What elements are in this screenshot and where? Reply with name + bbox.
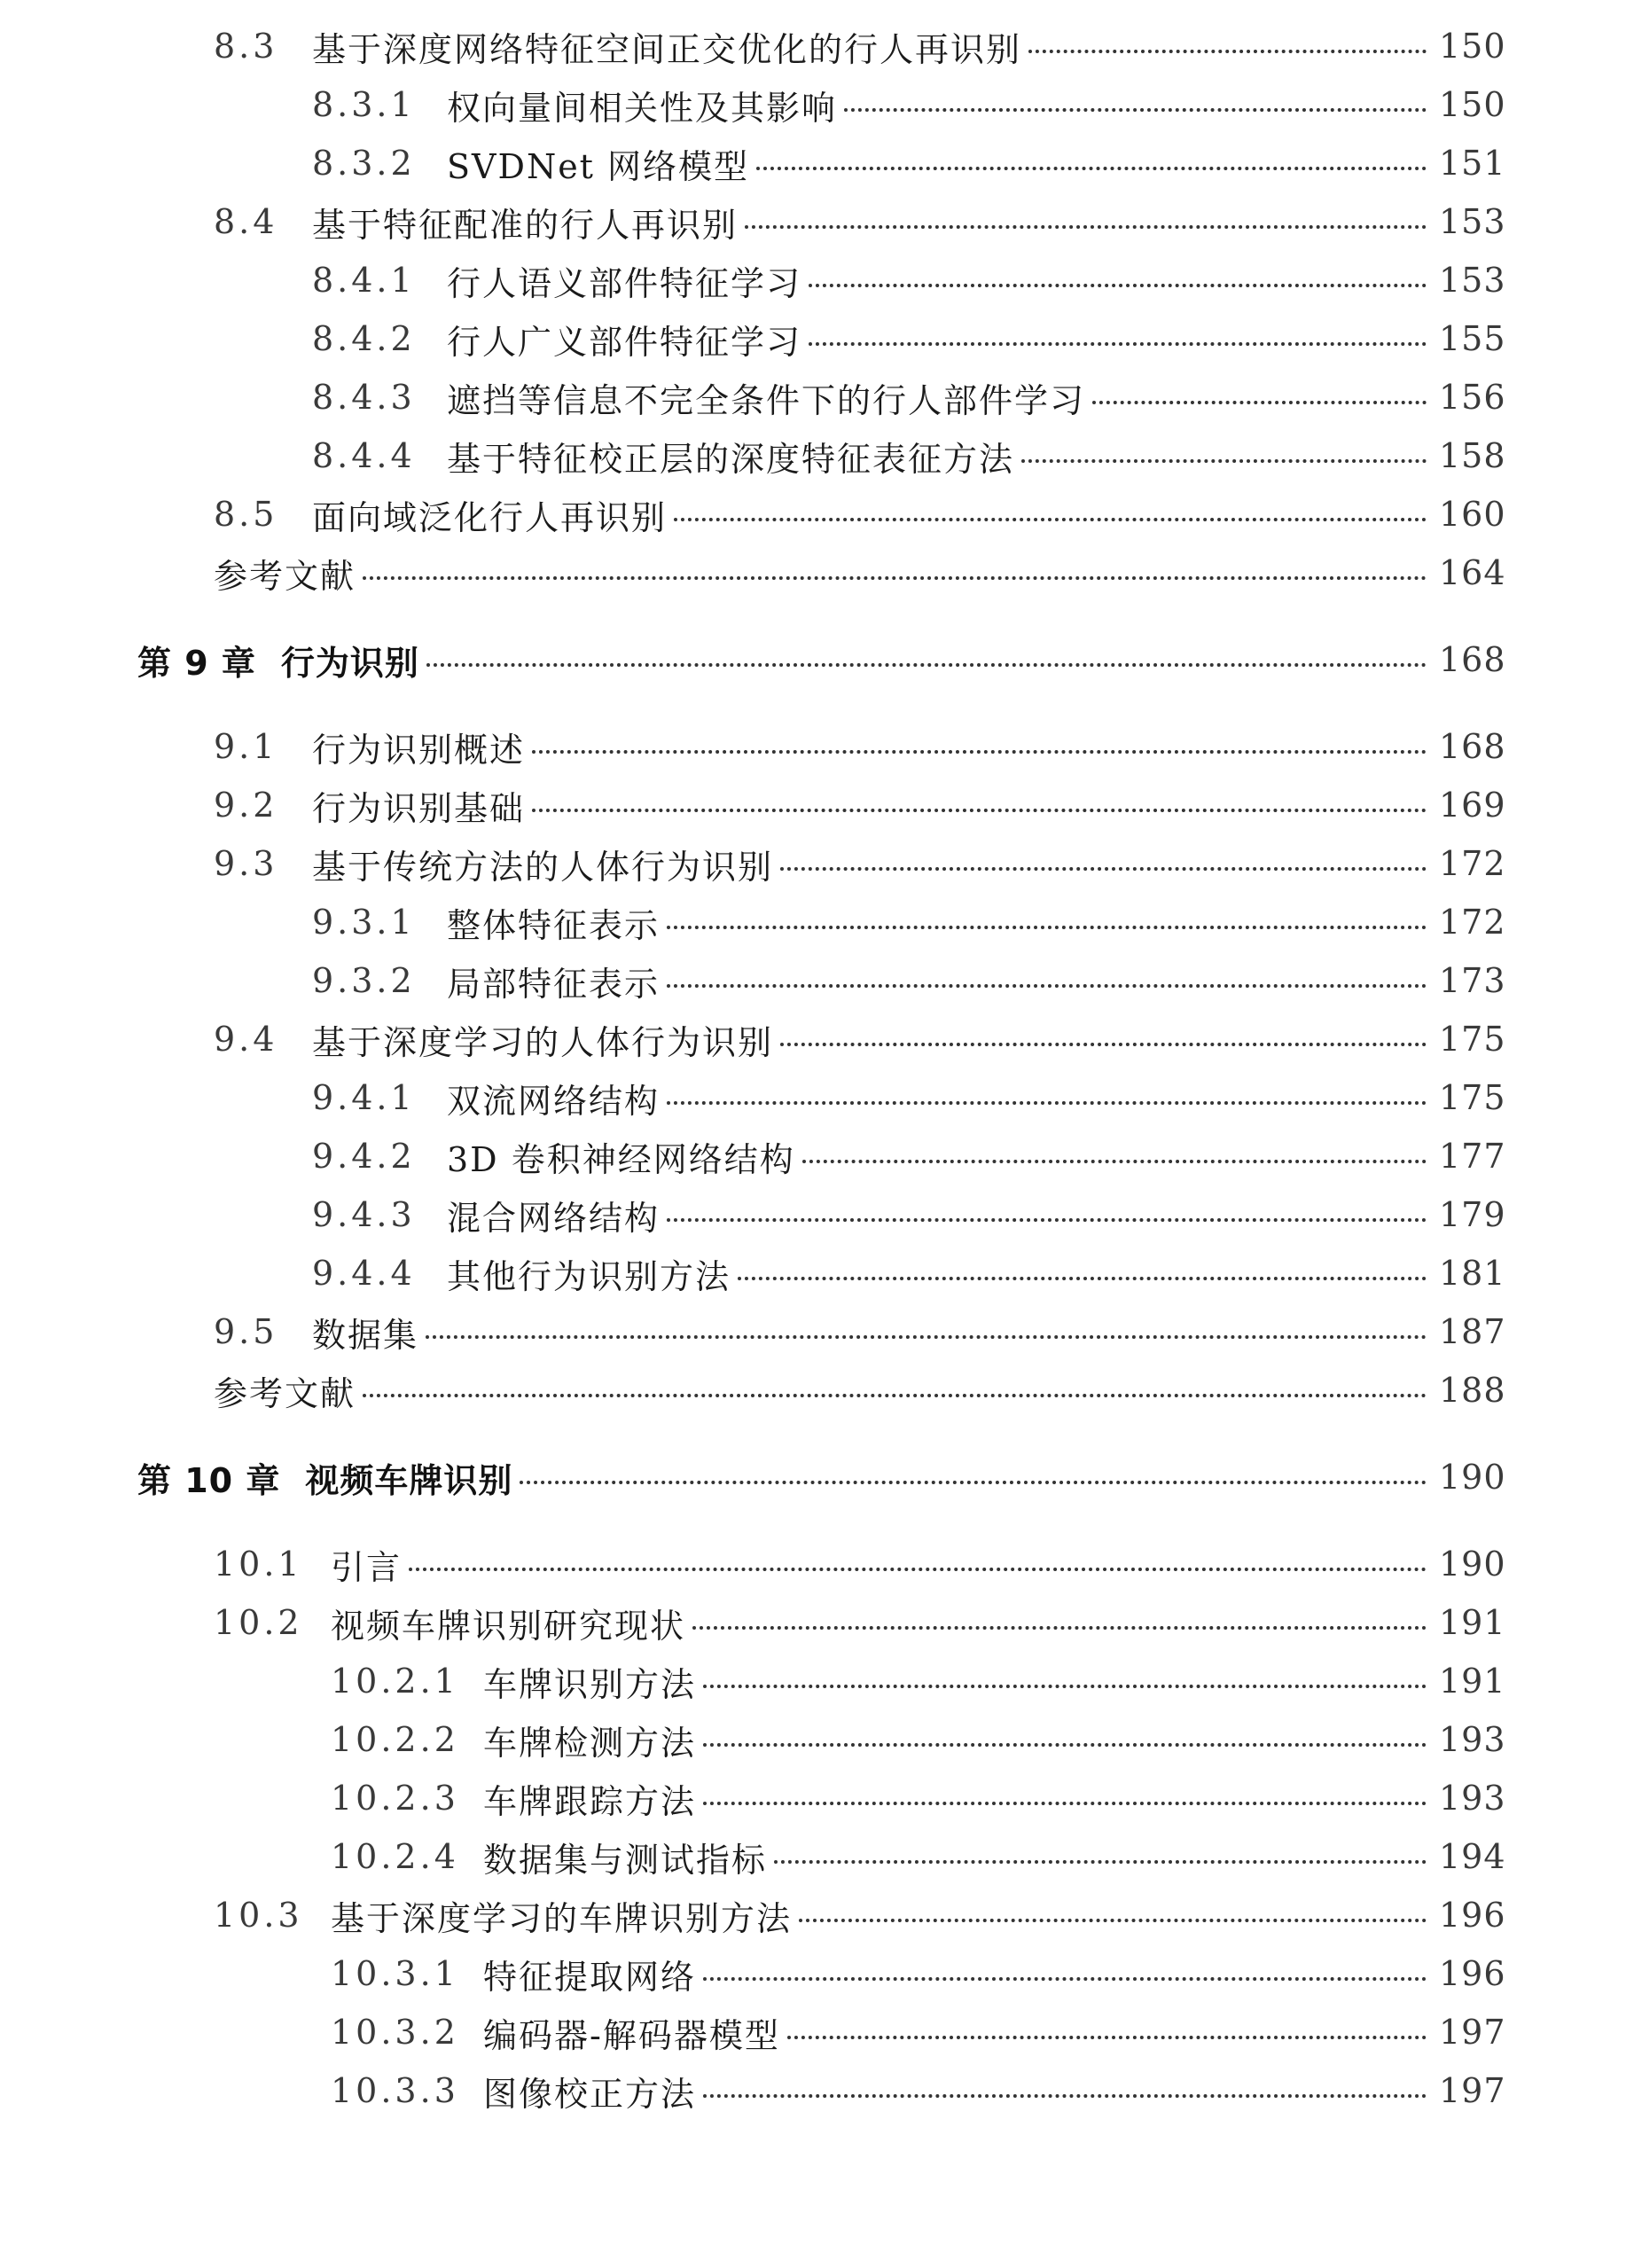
toc-entry-subsection xyxy=(331,1947,1506,2000)
toc-entry-title: 权向量间相关性及其影响 xyxy=(447,88,838,128)
toc-entry-page-number: 193 xyxy=(1439,1779,1506,1818)
toc-entry-section xyxy=(214,778,1506,832)
toc-entry-page-number: 175 xyxy=(1439,1078,1506,1117)
toc-entry-subsection xyxy=(312,954,1506,1007)
toc-entry-number: 8.3.2 xyxy=(312,144,416,183)
toc-entry-page-number: 193 xyxy=(1439,1720,1506,1759)
leader-dots xyxy=(703,1802,1427,1805)
toc-entry-section xyxy=(214,20,1506,73)
toc-entry-number: 10.3.2 xyxy=(331,2013,459,2052)
toc-entry-page-number: 190 xyxy=(1439,1458,1506,1497)
toc-entry-number: 第 10 章 xyxy=(137,1460,281,1500)
toc-entry-page-number: 150 xyxy=(1439,85,1506,124)
toc-entry-page-number: 158 xyxy=(1439,436,1506,475)
toc-entry-section xyxy=(214,837,1506,890)
leader-dots xyxy=(703,1977,1427,1981)
toc-entry-title: 引言 xyxy=(331,1547,403,1587)
toc-entry-title: 基于传统方法的人体行为识别 xyxy=(312,847,774,887)
toc-entry-number: 8.5 xyxy=(214,495,278,534)
toc-entry-page-number: 169 xyxy=(1439,786,1506,825)
toc-entry-page-number: 164 xyxy=(1439,553,1506,592)
toc-entry-number: 10.3.1 xyxy=(331,1954,459,1993)
leader-dots xyxy=(674,518,1427,521)
leader-dots xyxy=(703,1743,1427,1747)
toc-entry-title: 面向域泛化行人再识别 xyxy=(312,497,668,537)
toc-entry-section xyxy=(214,720,1506,773)
toc-entry-section xyxy=(214,488,1506,541)
leader-dots xyxy=(774,1860,1427,1864)
toc-entry-subsection xyxy=(312,1130,1506,1183)
toc-entry-title: 其他行为识别方法 xyxy=(447,1256,731,1296)
toc-entry-title: 3D 卷积神经网络结构 xyxy=(447,1139,795,1179)
leader-dots xyxy=(692,1626,1427,1630)
toc-entry-title: 数据集 xyxy=(312,1315,419,1355)
leader-dots xyxy=(703,2094,1427,2098)
toc-entry-page-number: 190 xyxy=(1439,1545,1506,1584)
toc-entry-subsection xyxy=(312,429,1506,482)
toc-entry-page-number: 197 xyxy=(1439,2013,1506,2052)
leader-dots xyxy=(738,1277,1427,1280)
leader-dots xyxy=(844,108,1427,112)
toc-entry-section xyxy=(214,1305,1506,1358)
leader-dots xyxy=(1021,459,1427,463)
toc-entry-page-number: 191 xyxy=(1439,1603,1506,1642)
toc-entry-subsection xyxy=(312,371,1506,424)
toc-entry-page-number: 175 xyxy=(1439,1020,1506,1059)
toc-entry-subsection xyxy=(312,1247,1506,1300)
toc-entry-number: 10.2.1 xyxy=(331,1662,459,1701)
toc-entry-page-number: 196 xyxy=(1439,1954,1506,1993)
toc-entry-number: 第 9 章 xyxy=(137,643,256,683)
toc-entry-title: 车牌识别方法 xyxy=(483,1664,697,1704)
toc-entry-title: 行人广义部件特征学习 xyxy=(447,322,802,362)
toc-entry-title: 行为识别概述 xyxy=(312,730,526,770)
toc-entry-number: 8.3 xyxy=(214,27,278,66)
leader-dots xyxy=(802,1160,1427,1163)
leader-dots xyxy=(363,1394,1427,1397)
toc-entry-number: 8.4.1 xyxy=(312,261,416,300)
toc-entry-page-number: 168 xyxy=(1439,727,1506,766)
toc-entry-subsection xyxy=(331,2006,1506,2059)
toc-entry-number: 9.4.4 xyxy=(312,1254,416,1293)
leader-dots xyxy=(799,1919,1427,1922)
toc-entry-title: 基于深度学习的人体行为识别 xyxy=(312,1022,774,1062)
toc-entry-title: 基于特征配准的行人再识别 xyxy=(312,205,739,245)
toc-entry-page-number: 177 xyxy=(1439,1137,1506,1176)
toc-entry-title: 参考文献 xyxy=(214,1373,356,1413)
toc-entry-title: 视频车牌识别研究现状 xyxy=(331,1606,686,1646)
leader-dots xyxy=(667,1218,1427,1222)
leader-dots xyxy=(667,926,1427,929)
leader-dots xyxy=(363,576,1427,580)
toc-entry-section xyxy=(214,1013,1506,1066)
toc-entry-number: 10.2 xyxy=(214,1603,303,1642)
toc-entry-section xyxy=(214,1537,1506,1591)
toc-entry-page-number: 191 xyxy=(1439,1662,1506,1701)
toc-entry-title: 行为识别基础 xyxy=(312,788,526,828)
leader-dots xyxy=(520,1481,1427,1484)
toc-entry-number: 9.3.1 xyxy=(312,903,416,942)
toc-entry-page-number: 153 xyxy=(1439,202,1506,241)
toc-entry-page-number: 168 xyxy=(1439,640,1506,679)
leader-dots xyxy=(1092,401,1427,404)
toc-entry-section xyxy=(214,1364,1506,1417)
toc-entry-chapter xyxy=(137,633,1506,686)
toc-entry-subsection xyxy=(312,895,1506,949)
leader-dots xyxy=(409,1568,1427,1571)
toc-entry-number: 9.4 xyxy=(214,1020,278,1059)
toc-entry-page-number: 150 xyxy=(1439,27,1506,66)
toc-entry-title: 混合网络结构 xyxy=(447,1198,661,1238)
toc-entry-subsection xyxy=(312,254,1506,307)
toc-entry-page-number: 179 xyxy=(1439,1195,1506,1234)
toc-entry-page-number: 153 xyxy=(1439,261,1506,300)
toc-entry-subsection xyxy=(312,1071,1506,1124)
toc-entry-page-number: 194 xyxy=(1439,1837,1506,1876)
toc-entry-page-number: 160 xyxy=(1439,495,1506,534)
toc-entry-page-number: 172 xyxy=(1439,903,1506,942)
leader-dots xyxy=(667,984,1427,988)
toc-entry-page-number: 155 xyxy=(1439,319,1506,358)
leader-dots xyxy=(426,1335,1427,1339)
leader-dots xyxy=(780,1043,1427,1046)
toc-entry-number: 8.4.4 xyxy=(312,436,416,475)
leader-dots xyxy=(532,809,1427,812)
toc-entry-section xyxy=(214,546,1506,599)
toc-entry-title: 视频车牌识别 xyxy=(305,1460,513,1500)
toc-entry-number: 9.4.1 xyxy=(312,1078,416,1117)
toc-entry-title: 基于深度网络特征空间正交优化的行人再识别 xyxy=(312,29,1022,69)
toc-entry-chapter xyxy=(137,1451,1506,1504)
toc-entry-number: 10.2.2 xyxy=(331,1720,459,1759)
toc-entry-title: 图像校正方法 xyxy=(483,2074,697,2114)
toc-entry-page-number: 181 xyxy=(1439,1254,1506,1293)
toc-entry-subsection xyxy=(331,1654,1506,1708)
toc-entry-title: 车牌检测方法 xyxy=(483,1723,697,1763)
toc-entry-title: 遮挡等信息不完全条件下的行人部件学习 xyxy=(447,380,1086,420)
toc-entry-page-number: 173 xyxy=(1439,961,1506,1000)
toc-entry-number: 9.2 xyxy=(214,786,278,825)
toc-entry-section xyxy=(214,1889,1506,1942)
toc-entry-page-number: 188 xyxy=(1439,1371,1506,1410)
toc-entry-subsection xyxy=(331,1771,1506,1825)
leader-dots xyxy=(745,225,1427,229)
toc-entry-number: 9.3 xyxy=(214,844,278,883)
toc-entry-number: 10.3.3 xyxy=(331,2071,459,2110)
leader-dots xyxy=(703,1685,1427,1688)
toc-entry-number: 10.2.4 xyxy=(331,1837,459,1876)
leader-dots xyxy=(426,663,1427,667)
toc-entry-title: 特征提取网络 xyxy=(483,1957,697,1997)
toc-entry-title: 局部特征表示 xyxy=(447,964,661,1004)
toc-entry-subsection xyxy=(312,312,1506,365)
toc-entry-number: 9.4.3 xyxy=(312,1195,416,1234)
leader-dots xyxy=(1028,50,1427,53)
toc-entry-number: 10.1 xyxy=(214,1545,303,1584)
toc-entry-page-number: 172 xyxy=(1439,844,1506,883)
toc-entry-number: 8.4 xyxy=(214,202,278,241)
toc-entry-title: 车牌跟踪方法 xyxy=(483,1781,697,1821)
toc-entry-number: 9.3.2 xyxy=(312,961,416,1000)
toc-entry-subsection xyxy=(312,78,1506,131)
leader-dots xyxy=(532,750,1427,754)
toc-entry-title: 基于深度学习的车牌识别方法 xyxy=(331,1898,793,1938)
toc-entry-section xyxy=(214,195,1506,248)
toc-entry-number: 8.4.2 xyxy=(312,319,416,358)
toc-entry-subsection xyxy=(331,2064,1506,2117)
toc-entry-number: 9.1 xyxy=(214,727,278,766)
toc-entry-number: 9.4.2 xyxy=(312,1137,416,1176)
toc-entry-page-number: 156 xyxy=(1439,378,1506,417)
leader-dots xyxy=(780,867,1427,871)
toc-entry-title: SVDNet 网络模型 xyxy=(447,146,750,186)
toc-entry-subsection xyxy=(331,1830,1506,1883)
toc-entry-number: 10.2.3 xyxy=(331,1779,459,1818)
toc-entry-title: 参考文献 xyxy=(214,556,356,596)
leader-dots xyxy=(756,167,1427,170)
toc-entry-title: 编码器-解码器模型 xyxy=(483,2015,780,2055)
toc-entry-page-number: 197 xyxy=(1439,2071,1506,2110)
toc-entry-section xyxy=(214,1596,1506,1649)
leader-dots xyxy=(809,284,1427,287)
toc-entry-title: 数据集与测试指标 xyxy=(483,1840,768,1880)
leader-dots xyxy=(667,1101,1427,1105)
toc-entry-number: 8.4.3 xyxy=(312,378,416,417)
toc-entry-page-number: 151 xyxy=(1439,144,1506,183)
toc-entry-subsection xyxy=(312,1188,1506,1241)
toc-entry-page-number: 187 xyxy=(1439,1312,1506,1351)
toc-entry-title: 行人语义部件特征学习 xyxy=(447,263,802,303)
toc-entry-number: 9.5 xyxy=(214,1312,278,1351)
leader-dots xyxy=(809,342,1427,346)
toc-entry-title: 行为识别 xyxy=(280,643,419,683)
toc-entry-page-number: 196 xyxy=(1439,1896,1506,1935)
leader-dots xyxy=(787,2036,1427,2039)
toc-entry-number: 8.3.1 xyxy=(312,85,416,124)
toc-entry-subsection xyxy=(312,137,1506,190)
toc-entry-title: 整体特征表示 xyxy=(447,905,661,945)
toc-entry-title: 双流网络结构 xyxy=(447,1081,661,1121)
toc-entry-number: 10.3 xyxy=(214,1896,303,1935)
toc-entry-title: 基于特征校正层的深度特征表征方法 xyxy=(447,439,1015,479)
toc-entry-subsection xyxy=(331,1713,1506,1766)
